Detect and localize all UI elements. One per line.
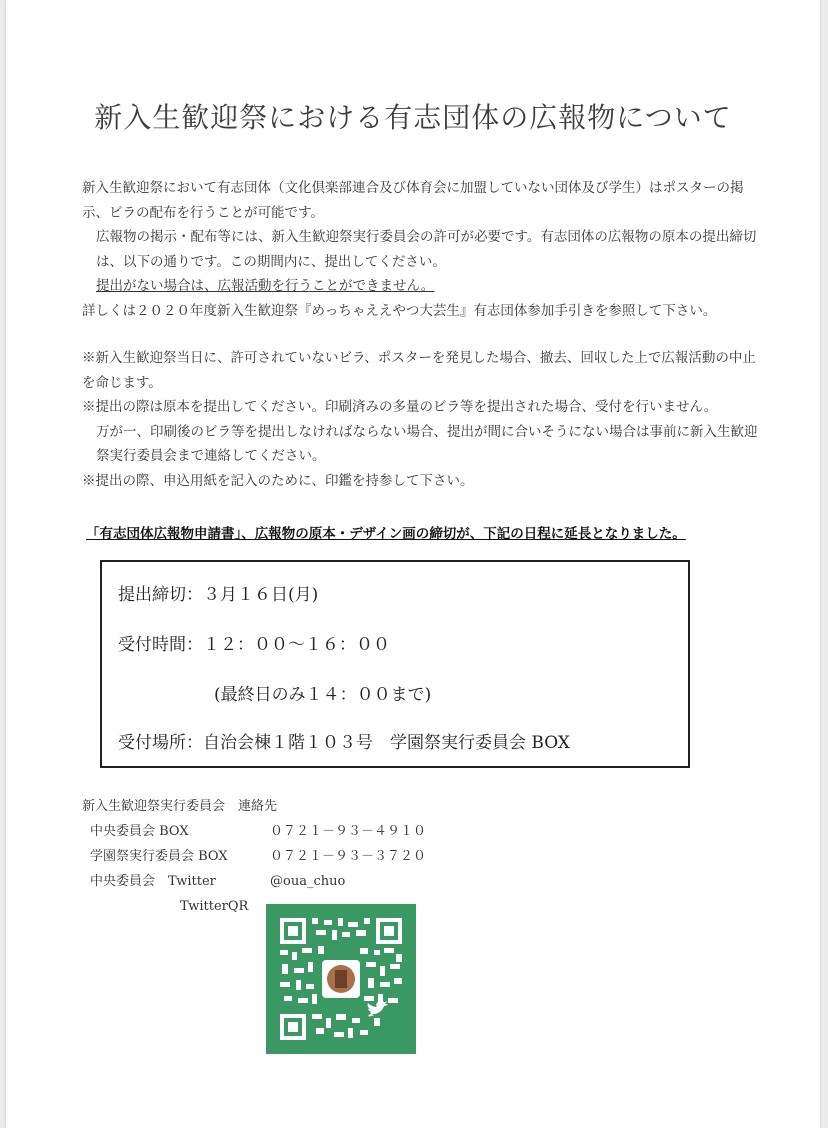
deadline-line: 提出締切：３月１６日(月) [118, 585, 319, 605]
no-submission-warning: 提出がない場合は、広報活動を行うことができません。 [96, 278, 435, 294]
qr-code-pattern [280, 918, 402, 1040]
contact-phone-festival: ０７２１－９３－３７２０ [270, 849, 427, 864]
document-page [6, 0, 820, 1128]
note-2b: 万が一、印刷後のビラ等を提出しなければならない場合、提出が間に合いそうにない場合は事前に新入生歓迎祭実行委員会まで連絡してください。 [96, 423, 758, 464]
note-1: ※新入生歓迎祭当日に、許可されていないビラ、ポスターを発見した場合、撤去、回収した上で広報活動の中止を命じます。 [82, 350, 756, 391]
paragraph-1: 新入生歓迎祭において有志団体（文化倶楽部連合及び体育会に加盟していない団体及び学生）はポスターの掲示、ビラの配布を行うことが可能です。 [82, 180, 744, 221]
paragraph-3 [82, 274, 762, 299]
twitter-qr-code [266, 904, 416, 1054]
last-day-line: (最終日のみ１４：００まで) [214, 685, 432, 705]
contact-label-central: 中央委員会 BOX [90, 824, 189, 839]
contact-label-festival: 学園祭実行委員会 BOX [90, 849, 228, 864]
contact-heading: 新入生歓迎祭実行委員会 連絡先 [82, 799, 278, 814]
place-line: 受付場所：自治会棟１階１０３号 学園祭実行委員会 BOX [118, 733, 570, 753]
page-title: 新入生歓迎祭における有志団体の広報物について [94, 101, 732, 134]
qr-label: TwitterQR [180, 899, 249, 914]
schedule-box [100, 560, 690, 768]
paragraph-2: 広報物の掲示・配布等には、新入生歓迎祭実行委員会の許可が必要です。有志団体の広報物の原本の提出締切は、以下の通りです。この期間内に、提出してください。 [96, 229, 757, 270]
note-3: ※提出の際、申込用紙を記入のために、印鑑を持参して下さい。 [82, 472, 474, 489]
contact-label-twitter: 中央委員会 Twitter [90, 874, 216, 889]
notes-text [82, 346, 762, 493]
intro-text [82, 176, 762, 323]
paragraph-4: 詳しくは２０２０年度新入生歓迎祭『めっちゃええやつ大芸生』有志団体参加手引きを参照して下さい。 [82, 302, 717, 319]
note-2a: ※提出の際は原本を提出してください。印刷済みの多量のビラ等を提出された場合、受付を行いません。 [82, 399, 718, 415]
contact-phone-central: ０７２１－９３－４９１０ [270, 824, 427, 839]
hours-line: 受付時間：１２：００～１６：００ [118, 635, 390, 655]
deadline-extension-notice: 「有志団体広報物申請書」、広報物の原本・デザイン画の締切が、下記の日程に延長となりました。 [86, 526, 686, 542]
contact-twitter-handle: @oua_chuo [270, 874, 346, 889]
